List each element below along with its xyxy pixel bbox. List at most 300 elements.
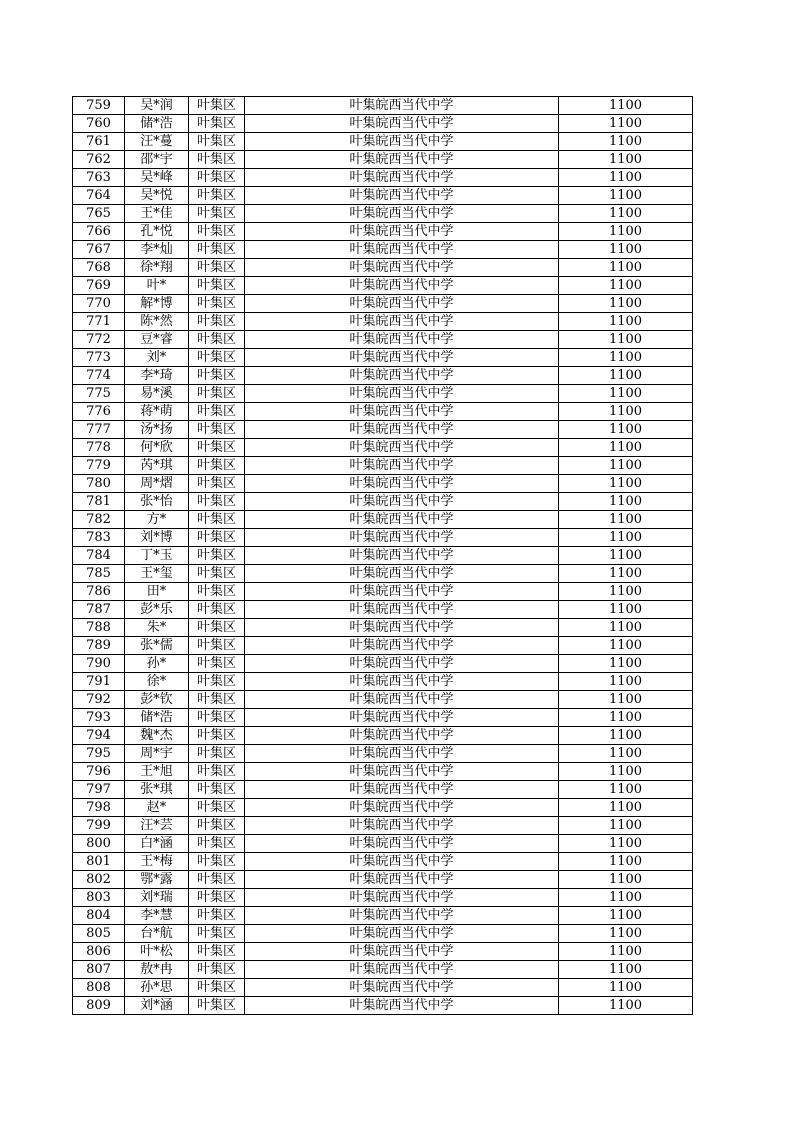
amount-cell: 1100 [559,151,693,169]
name-cell: 储*浩 [125,115,189,133]
name-cell: 李*琦 [125,367,189,385]
district-cell: 叶集区 [189,943,245,961]
district-cell: 叶集区 [189,979,245,997]
name-cell: 田* [125,583,189,601]
table-row [73,709,693,727]
school-cell: 叶集皖西当代中学 [245,421,559,439]
district-cell: 叶集区 [189,223,245,241]
table-row [73,493,693,511]
school-cell: 叶集皖西当代中学 [245,853,559,871]
row-number-cell: 783 [73,529,125,547]
row-number-cell: 777 [73,421,125,439]
amount-cell: 1100 [559,781,693,799]
data-table [72,96,693,1015]
amount-cell: 1100 [559,943,693,961]
name-cell: 易*溪 [125,385,189,403]
district-cell: 叶集区 [189,349,245,367]
table-row [73,727,693,745]
name-cell: 刘*涵 [125,997,189,1015]
name-cell: 吴*润 [125,97,189,115]
name-cell: 徐* [125,673,189,691]
row-number-cell: 780 [73,475,125,493]
table-row [73,925,693,943]
district-cell: 叶集区 [189,115,245,133]
table-row [73,529,693,547]
amount-cell: 1100 [559,169,693,187]
district-cell: 叶集区 [189,313,245,331]
school-cell: 叶集皖西当代中学 [245,439,559,457]
school-cell: 叶集皖西当代中学 [245,331,559,349]
amount-cell: 1100 [559,727,693,745]
table-row [73,565,693,583]
name-cell: 孙*思 [125,979,189,997]
table-row [73,295,693,313]
row-number-cell: 768 [73,259,125,277]
row-number-cell: 786 [73,583,125,601]
name-cell: 台*航 [125,925,189,943]
district-cell: 叶集区 [189,277,245,295]
table-row [73,979,693,997]
table-row [73,97,693,115]
amount-cell: 1100 [559,583,693,601]
name-cell: 王*旭 [125,763,189,781]
table-row [73,133,693,151]
table-row [73,457,693,475]
district-cell: 叶集区 [189,493,245,511]
amount-cell: 1100 [559,655,693,673]
school-cell: 叶集皖西当代中学 [245,619,559,637]
name-cell: 徐*翔 [125,259,189,277]
name-cell: 王*梅 [125,853,189,871]
school-cell: 叶集皖西当代中学 [245,133,559,151]
table-row [73,385,693,403]
amount-cell: 1100 [559,241,693,259]
table-row [73,115,693,133]
amount-cell: 1100 [559,673,693,691]
table-row [73,583,693,601]
table-row [73,331,693,349]
district-cell: 叶集区 [189,259,245,277]
school-cell: 叶集皖西当代中学 [245,709,559,727]
amount-cell: 1100 [559,313,693,331]
table-row [73,745,693,763]
table-row [73,781,693,799]
amount-cell: 1100 [559,475,693,493]
row-number-cell: 774 [73,367,125,385]
row-number-cell: 808 [73,979,125,997]
row-number-cell: 782 [73,511,125,529]
district-cell: 叶集区 [189,565,245,583]
amount-cell: 1100 [559,763,693,781]
amount-cell: 1100 [559,457,693,475]
amount-cell: 1100 [559,871,693,889]
amount-cell: 1100 [559,799,693,817]
school-cell: 叶集皖西当代中学 [245,907,559,925]
school-cell: 叶集皖西当代中学 [245,835,559,853]
amount-cell: 1100 [559,997,693,1015]
district-cell: 叶集区 [189,925,245,943]
district-cell: 叶集区 [189,547,245,565]
row-number-cell: 790 [73,655,125,673]
school-cell: 叶集皖西当代中学 [245,817,559,835]
school-cell: 叶集皖西当代中学 [245,151,559,169]
district-cell: 叶集区 [189,97,245,115]
name-cell: 陈*然 [125,313,189,331]
row-number-cell: 804 [73,907,125,925]
district-cell: 叶集区 [189,187,245,205]
row-number-cell: 809 [73,997,125,1015]
school-cell: 叶集皖西当代中学 [245,115,559,133]
table-row [73,637,693,655]
row-number-cell: 797 [73,781,125,799]
table-row [73,403,693,421]
row-number-cell: 792 [73,691,125,709]
row-number-cell: 805 [73,925,125,943]
amount-cell: 1100 [559,529,693,547]
amount-cell: 1100 [559,619,693,637]
amount-cell: 1100 [559,979,693,997]
table-body [73,97,693,1015]
school-cell: 叶集皖西当代中学 [245,565,559,583]
name-cell: 吴*悦 [125,187,189,205]
row-number-cell: 764 [73,187,125,205]
amount-cell: 1100 [559,187,693,205]
school-cell: 叶集皖西当代中学 [245,997,559,1015]
row-number-cell: 779 [73,457,125,475]
name-cell: 彭*钦 [125,691,189,709]
row-number-cell: 776 [73,403,125,421]
name-cell: 豆*睿 [125,331,189,349]
amount-cell: 1100 [559,295,693,313]
amount-cell: 1100 [559,889,693,907]
row-number-cell: 767 [73,241,125,259]
table-row [73,889,693,907]
name-cell: 孔*悦 [125,223,189,241]
amount-cell: 1100 [559,511,693,529]
district-cell: 叶集区 [189,763,245,781]
table-row [73,619,693,637]
name-cell: 汪*芸 [125,817,189,835]
amount-cell: 1100 [559,97,693,115]
row-number-cell: 759 [73,97,125,115]
table-row [73,151,693,169]
amount-cell: 1100 [559,223,693,241]
school-cell: 叶集皖西当代中学 [245,403,559,421]
amount-cell: 1100 [559,205,693,223]
name-cell: 何*欣 [125,439,189,457]
table-row [73,313,693,331]
school-cell: 叶集皖西当代中学 [245,475,559,493]
district-cell: 叶集区 [189,889,245,907]
row-number-cell: 799 [73,817,125,835]
name-cell: 叶*松 [125,943,189,961]
table-row [73,673,693,691]
row-number-cell: 801 [73,853,125,871]
name-cell: 丁*玉 [125,547,189,565]
district-cell: 叶集区 [189,691,245,709]
name-cell: 吴*峰 [125,169,189,187]
district-cell: 叶集区 [189,511,245,529]
district-cell: 叶集区 [189,457,245,475]
table-row [73,187,693,205]
table-row [73,961,693,979]
school-cell: 叶集皖西当代中学 [245,241,559,259]
row-number-cell: 785 [73,565,125,583]
amount-cell: 1100 [559,745,693,763]
table-row [73,853,693,871]
name-cell: 蒋*萌 [125,403,189,421]
amount-cell: 1100 [559,691,693,709]
district-cell: 叶集区 [189,529,245,547]
school-cell: 叶集皖西当代中学 [245,457,559,475]
amount-cell: 1100 [559,367,693,385]
name-cell: 解*博 [125,295,189,313]
row-number-cell: 763 [73,169,125,187]
row-number-cell: 784 [73,547,125,565]
amount-cell: 1100 [559,547,693,565]
table-row [73,601,693,619]
row-number-cell: 762 [73,151,125,169]
district-cell: 叶集区 [189,367,245,385]
school-cell: 叶集皖西当代中学 [245,799,559,817]
district-cell: 叶集区 [189,727,245,745]
district-cell: 叶集区 [189,619,245,637]
district-cell: 叶集区 [189,475,245,493]
row-number-cell: 761 [73,133,125,151]
school-cell: 叶集皖西当代中学 [245,601,559,619]
amount-cell: 1100 [559,637,693,655]
district-cell: 叶集区 [189,817,245,835]
district-cell: 叶集区 [189,421,245,439]
district-cell: 叶集区 [189,331,245,349]
name-cell: 叶* [125,277,189,295]
school-cell: 叶集皖西当代中学 [245,781,559,799]
district-cell: 叶集区 [189,781,245,799]
district-cell: 叶集区 [189,169,245,187]
table-row [73,241,693,259]
row-number-cell: 788 [73,619,125,637]
school-cell: 叶集皖西当代中学 [245,763,559,781]
amount-cell: 1100 [559,277,693,295]
school-cell: 叶集皖西当代中学 [245,277,559,295]
amount-cell: 1100 [559,961,693,979]
name-cell: 魏*杰 [125,727,189,745]
school-cell: 叶集皖西当代中学 [245,673,559,691]
name-cell: 刘*博 [125,529,189,547]
table-row [73,511,693,529]
school-cell: 叶集皖西当代中学 [245,187,559,205]
name-cell: 刘*瑞 [125,889,189,907]
row-number-cell: 806 [73,943,125,961]
row-number-cell: 771 [73,313,125,331]
row-number-cell: 800 [73,835,125,853]
school-cell: 叶集皖西当代中学 [245,727,559,745]
amount-cell: 1100 [559,439,693,457]
row-number-cell: 781 [73,493,125,511]
district-cell: 叶集区 [189,853,245,871]
name-cell: 李*慧 [125,907,189,925]
district-cell: 叶集区 [189,583,245,601]
table-row [73,547,693,565]
name-cell: 汪*蔓 [125,133,189,151]
district-cell: 叶集区 [189,997,245,1015]
school-cell: 叶集皖西当代中学 [245,547,559,565]
school-cell: 叶集皖西当代中学 [245,871,559,889]
amount-cell: 1100 [559,817,693,835]
district-cell: 叶集区 [189,295,245,313]
district-cell: 叶集区 [189,403,245,421]
school-cell: 叶集皖西当代中学 [245,259,559,277]
school-cell: 叶集皖西当代中学 [245,691,559,709]
row-number-cell: 803 [73,889,125,907]
amount-cell: 1100 [559,133,693,151]
district-cell: 叶集区 [189,745,245,763]
amount-cell: 1100 [559,421,693,439]
table-row [73,421,693,439]
row-number-cell: 769 [73,277,125,295]
table-row [73,997,693,1015]
row-number-cell: 795 [73,745,125,763]
name-cell: 张*儒 [125,637,189,655]
district-cell: 叶集区 [189,799,245,817]
table-row [73,691,693,709]
name-cell: 王*佳 [125,205,189,223]
table-row [73,277,693,295]
name-cell: 刘* [125,349,189,367]
row-number-cell: 766 [73,223,125,241]
school-cell: 叶集皖西当代中学 [245,169,559,187]
name-cell: 邵*宇 [125,151,189,169]
row-number-cell: 773 [73,349,125,367]
name-cell: 朱* [125,619,189,637]
name-cell: 彭*乐 [125,601,189,619]
amount-cell: 1100 [559,565,693,583]
district-cell: 叶集区 [189,907,245,925]
table-row [73,259,693,277]
district-cell: 叶集区 [189,133,245,151]
school-cell: 叶集皖西当代中学 [245,961,559,979]
table-row [73,223,693,241]
district-cell: 叶集区 [189,601,245,619]
amount-cell: 1100 [559,385,693,403]
name-cell: 张*琪 [125,781,189,799]
district-cell: 叶集区 [189,871,245,889]
amount-cell: 1100 [559,907,693,925]
name-cell: 汤*扬 [125,421,189,439]
school-cell: 叶集皖西当代中学 [245,295,559,313]
row-number-cell: 789 [73,637,125,655]
amount-cell: 1100 [559,493,693,511]
table-row [73,475,693,493]
school-cell: 叶集皖西当代中学 [245,367,559,385]
row-number-cell: 772 [73,331,125,349]
row-number-cell: 778 [73,439,125,457]
district-cell: 叶集区 [189,673,245,691]
row-number-cell: 793 [73,709,125,727]
amount-cell: 1100 [559,331,693,349]
row-number-cell: 770 [73,295,125,313]
name-cell: 芮*琪 [125,457,189,475]
table-row [73,169,693,187]
name-cell: 李*灿 [125,241,189,259]
name-cell: 白*涵 [125,835,189,853]
row-number-cell: 794 [73,727,125,745]
row-number-cell: 798 [73,799,125,817]
table-row [73,439,693,457]
row-number-cell: 787 [73,601,125,619]
row-number-cell: 775 [73,385,125,403]
amount-cell: 1100 [559,259,693,277]
table-row [73,349,693,367]
amount-cell: 1100 [559,709,693,727]
table-row [73,871,693,889]
school-cell: 叶集皖西当代中学 [245,223,559,241]
table-row [73,367,693,385]
table-row [73,763,693,781]
amount-cell: 1100 [559,403,693,421]
school-cell: 叶集皖西当代中学 [245,529,559,547]
district-cell: 叶集区 [189,655,245,673]
school-cell: 叶集皖西当代中学 [245,979,559,997]
table-row [73,835,693,853]
name-cell: 赵* [125,799,189,817]
row-number-cell: 802 [73,871,125,889]
table-row [73,817,693,835]
name-cell: 孙* [125,655,189,673]
name-cell: 周*熠 [125,475,189,493]
amount-cell: 1100 [559,853,693,871]
amount-cell: 1100 [559,349,693,367]
school-cell: 叶集皖西当代中学 [245,655,559,673]
row-number-cell: 796 [73,763,125,781]
district-cell: 叶集区 [189,385,245,403]
school-cell: 叶集皖西当代中学 [245,745,559,763]
district-cell: 叶集区 [189,835,245,853]
row-number-cell: 807 [73,961,125,979]
table-row [73,655,693,673]
table-row [73,943,693,961]
amount-cell: 1100 [559,601,693,619]
name-cell: 鄂*露 [125,871,189,889]
district-cell: 叶集区 [189,709,245,727]
school-cell: 叶集皖西当代中学 [245,349,559,367]
school-cell: 叶集皖西当代中学 [245,97,559,115]
school-cell: 叶集皖西当代中学 [245,637,559,655]
district-cell: 叶集区 [189,241,245,259]
name-cell: 敖*冉 [125,961,189,979]
school-cell: 叶集皖西当代中学 [245,889,559,907]
school-cell: 叶集皖西当代中学 [245,385,559,403]
table-row [73,205,693,223]
amount-cell: 1100 [559,115,693,133]
school-cell: 叶集皖西当代中学 [245,493,559,511]
name-cell: 方* [125,511,189,529]
school-cell: 叶集皖西当代中学 [245,205,559,223]
school-cell: 叶集皖西当代中学 [245,313,559,331]
table-row [73,799,693,817]
district-cell: 叶集区 [189,439,245,457]
school-cell: 叶集皖西当代中学 [245,925,559,943]
name-cell: 周*宇 [125,745,189,763]
school-cell: 叶集皖西当代中学 [245,943,559,961]
school-cell: 叶集皖西当代中学 [245,511,559,529]
district-cell: 叶集区 [189,151,245,169]
name-cell: 王*玺 [125,565,189,583]
name-cell: 张*怡 [125,493,189,511]
district-cell: 叶集区 [189,205,245,223]
name-cell: 储*浩 [125,709,189,727]
school-cell: 叶集皖西当代中学 [245,583,559,601]
